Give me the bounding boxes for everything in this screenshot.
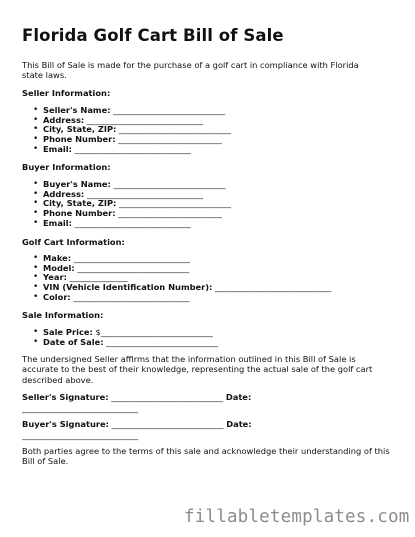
seller-section-heading: Seller Information:: [22, 88, 111, 98]
buyer-section-heading: Buyer Information:: [22, 162, 111, 172]
seller-signature-line: Seller's Signature: ___________________________ Date:: [22, 392, 252, 402]
seller-city-state-zip-field: • City, State, ZIP: ___________________________: [22, 125, 231, 135]
seller-address-field: • Address: ____________________________: [22, 116, 231, 126]
closing-paragraph: Both parties agree to the terms of this sale and acknowledge their understanding of this Bill of Sale.: [22, 446, 390, 467]
buyer-address-field: • Address: ____________________________: [22, 190, 231, 200]
buyer-signature-line: Buyer's Signature: ___________________________ Date:: [22, 419, 252, 429]
sale-section-heading: Sale Information:: [22, 310, 104, 320]
cart-color-field: • Color: ____________________________: [22, 293, 331, 303]
buyer-email-field: • Email: ____________________________: [22, 219, 231, 229]
sale-price-field: • Sale Price: $___________________________: [22, 328, 218, 338]
watermark-text: fillabletemplates.com: [184, 507, 410, 527]
sale-date-field: • Date of Sale: ___________________________: [22, 338, 218, 348]
document-title: Florida Golf Cart Bill of Sale: [22, 26, 284, 45]
buyer-city-state-zip-field: • City, State, ZIP: ___________________________: [22, 199, 231, 209]
sale-fields-list: [22, 328, 218, 347]
cart-section-heading: Golf Cart Information:: [22, 237, 125, 247]
cart-year-field: • Year: ______________: [22, 273, 331, 283]
cart-vin-field: • VIN (Vehicle Identification Number): ____________________________: [22, 283, 331, 293]
seller-phone-field: • Phone Number: _________________________: [22, 135, 231, 145]
buyer-name-field: • Buyer's Name: ___________________________: [22, 180, 231, 190]
seller-fields-list: [22, 106, 231, 155]
buyer-signature-date-blank: ____________________________: [22, 430, 139, 440]
affirmation-paragraph: The undersigned Seller affirms that the information outlined in this Bill of Sale is accurate to the best of their knowledge, representing the actual sale of the golf cart described above.: [22, 354, 373, 385]
buyer-fields-list: [22, 180, 231, 229]
cart-model-field: • Model: ___________________________: [22, 264, 331, 274]
intro-paragraph: This Bill of Sale is made for the purchase of a golf cart in compliance with Florida state laws.: [22, 60, 359, 81]
buyer-phone-field: • Phone Number: _________________________: [22, 209, 231, 219]
seller-name-field: • Seller's Name: ___________________________: [22, 106, 231, 116]
seller-signature-date-blank: ____________________________: [22, 403, 139, 413]
cart-fields-list: [22, 254, 331, 303]
cart-make-field: • Make: ____________________________: [22, 254, 331, 264]
seller-email-field: • Email: ____________________________: [22, 145, 231, 155]
